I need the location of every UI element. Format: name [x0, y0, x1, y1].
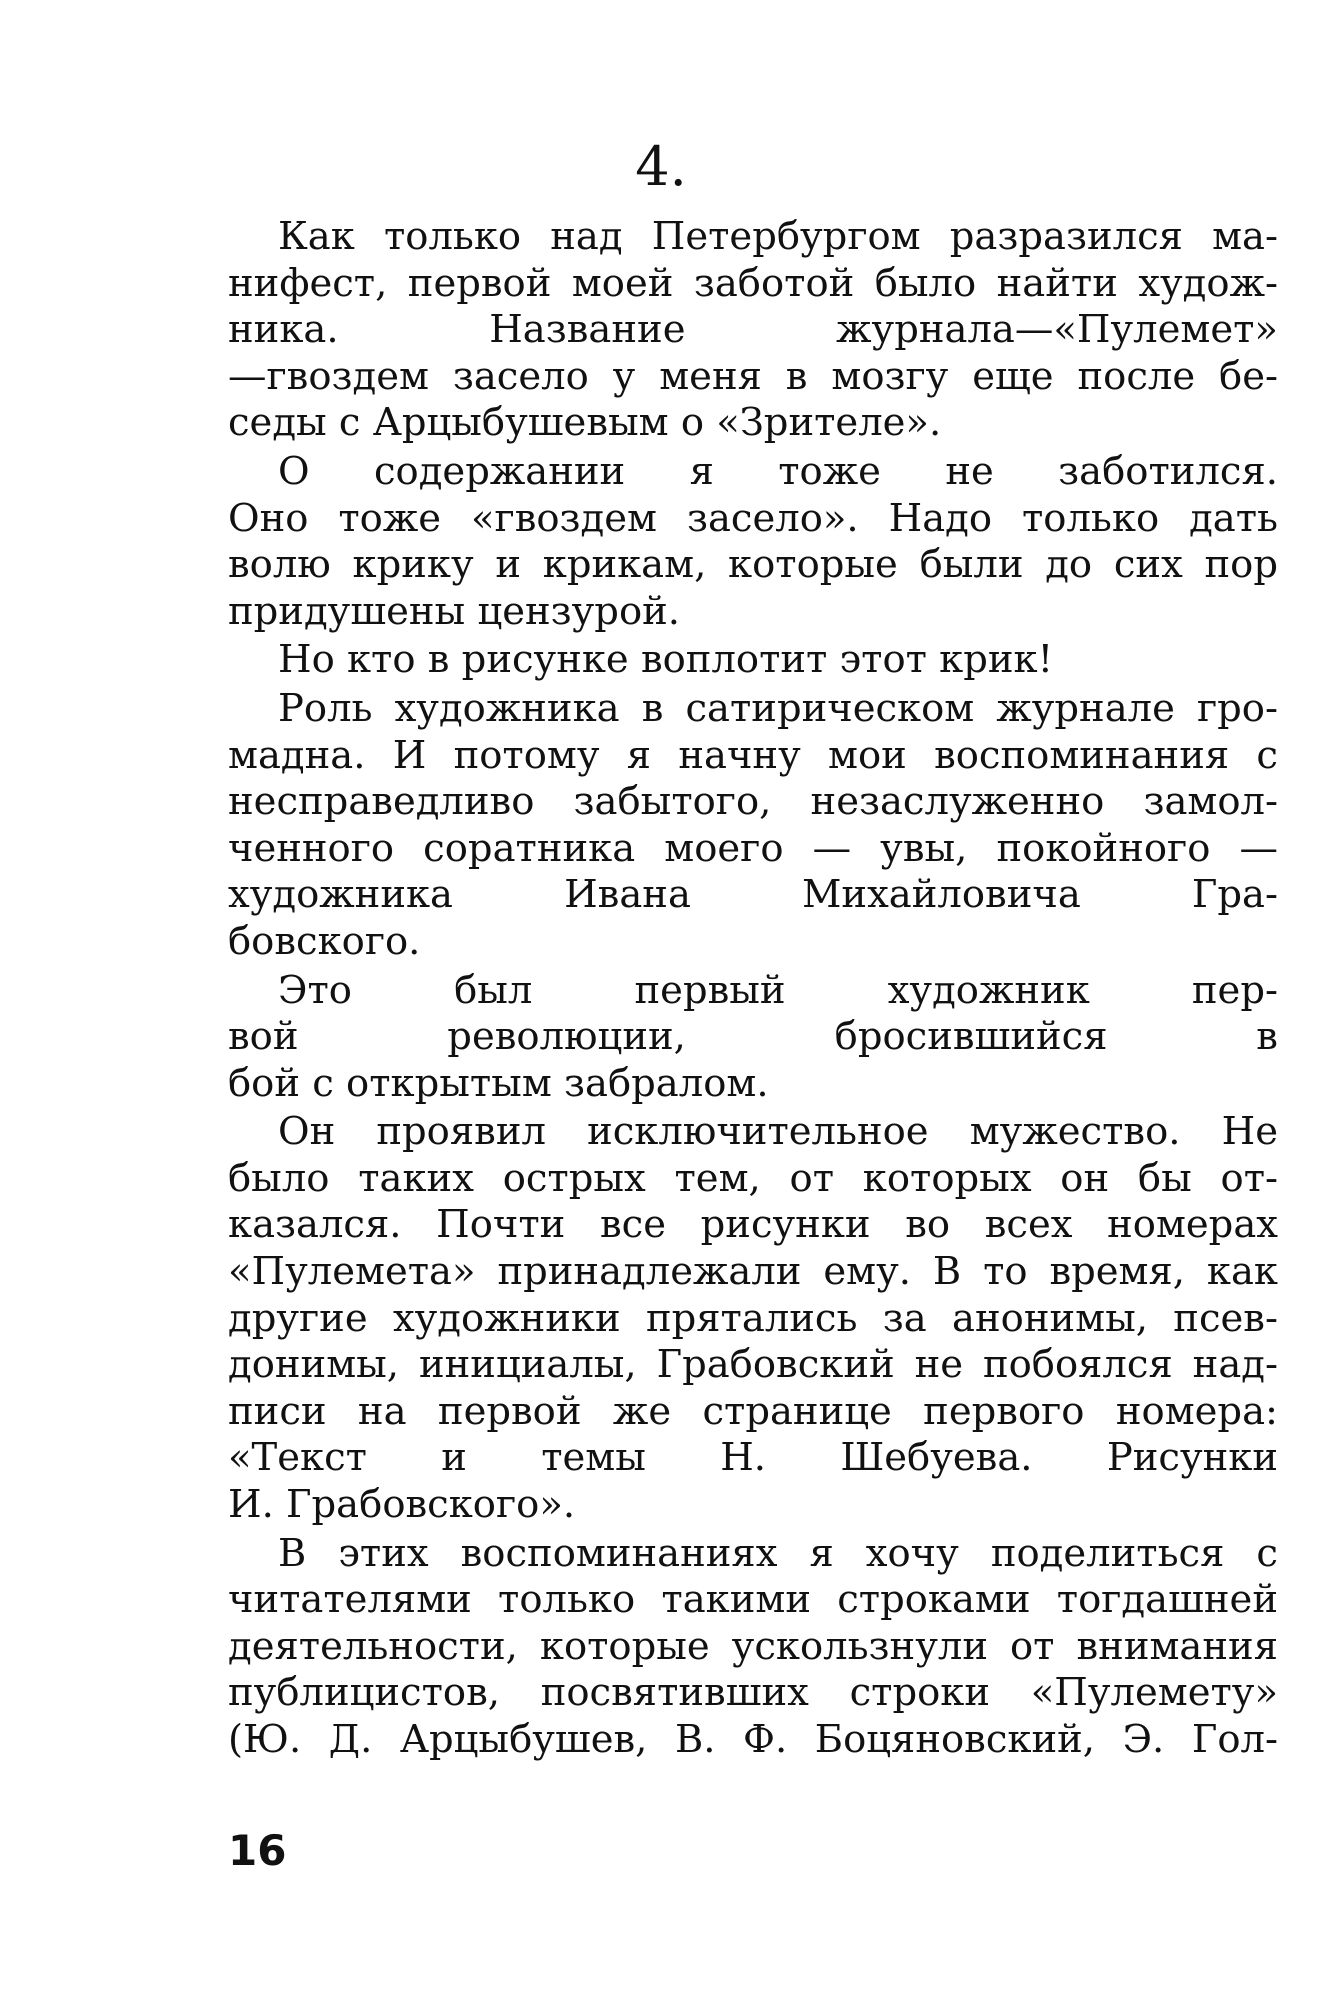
text-line: Это был первый художник пер-: [278, 967, 1278, 1013]
text-line: ченного соратника моего — увы, покойного —: [228, 825, 1278, 871]
text-line: бовского.: [228, 918, 421, 964]
text-line: публицистов, посвятивших строки «Пулемету»: [228, 1670, 1278, 1716]
body-text: [228, 214, 1278, 1764]
text-line: ника. Название журнала—«Пулемет»: [228, 307, 1278, 353]
text-line: волю крику и крикам, которые были до сих пор: [228, 542, 1278, 588]
text-line: несправедливо забытого, незаслуженно замол-: [228, 779, 1278, 825]
text-line: донимы, инициалы, Грабовский не побоялся над-: [228, 1342, 1278, 1388]
text-line: И. Грабовского».: [228, 1482, 576, 1528]
chapter-number: 4.: [635, 135, 687, 198]
text-line: вой революции, бросившийся в: [228, 1014, 1278, 1060]
text-line: —гвоздем засело у меня в мозгу еще после бе-: [228, 353, 1278, 399]
text-line: художника Ивана Михайловича Гра-: [228, 872, 1278, 918]
text-line: (Ю. Д. Арцыбушев, В. Ф. Боцяновский, Э. Гол-: [228, 1717, 1278, 1762]
text-line: другие художники прятались за анонимы, псев-: [228, 1295, 1278, 1341]
text-line: нифест, первой моей заботой было найти худож-: [228, 260, 1278, 306]
text-line: читателями только такими строками тогдашней: [228, 1577, 1278, 1623]
text-line: было таких острых тем, от которых он бы от-: [228, 1155, 1278, 1201]
text-line: писи на первой же странице первого номера:: [228, 1388, 1278, 1434]
text-line: казался. Почти все рисунки во всех номерах: [228, 1202, 1278, 1248]
text-line: Он проявил исключительное мужество. Не: [278, 1109, 1278, 1155]
text-line: Роль художника в сатирическом журнале гро-: [278, 685, 1278, 731]
text-line: бой с открытым забралом.: [228, 1060, 769, 1106]
text-line: О содержании я тоже не заботился.: [278, 448, 1278, 494]
text-line: «Текст и темы Н. Шебуева. Рисунки: [228, 1435, 1278, 1481]
page-number: 16: [228, 1826, 287, 1875]
text-line: деятельности, которые ускользнули от внимания: [228, 1623, 1278, 1669]
text-line: Но кто в рисунке воплотит этот крик!: [278, 637, 1054, 683]
text-line: В этих воспоминаниях я хочу поделиться с: [278, 1530, 1278, 1576]
text-line: мадна. И потому я начну мои воспоминания с: [228, 732, 1278, 778]
text-line: «Пулемета» принадлежали ему. В то время, как: [228, 1249, 1278, 1295]
text-line: седы с Арцыбушевым о «Зрителе».: [228, 400, 942, 446]
text-line: Как только над Петербургом разразился ма-: [278, 214, 1278, 259]
text-line: придушены цензурой.: [228, 588, 681, 634]
text-line: Оно тоже «гвоздем засело». Надо только дать: [228, 495, 1278, 541]
